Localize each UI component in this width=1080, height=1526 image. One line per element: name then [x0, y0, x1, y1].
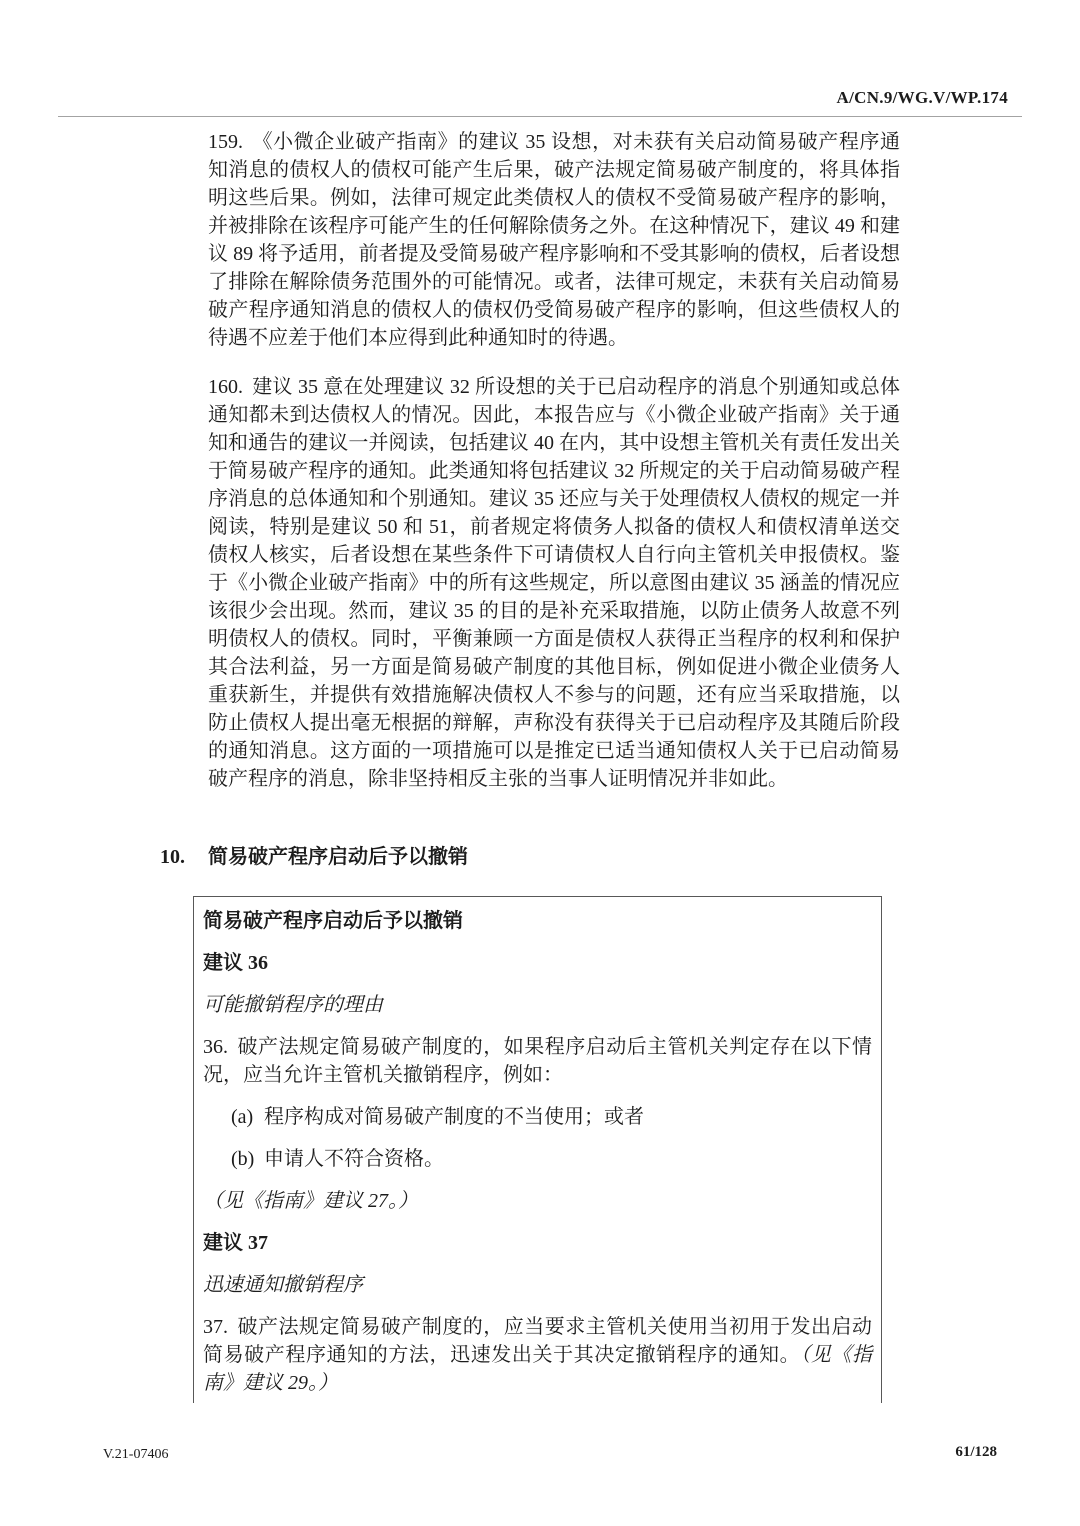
recommendation-36-item-a [231, 1103, 872, 1131]
recommendation-37-heading: 建议 37 [203, 1232, 268, 1254]
recommendation-36-reference: （见《指南》建议 27。） [203, 1190, 418, 1212]
item-text: 申请人不符合资格。 [264, 1148, 444, 1170]
paragraph-text: 建议 35 意在处理建议 32 所设想的关于已启动程序的消息个别通知或总体通知都未到达债权人的情况。因此，本报告应与《小微企业破产指南》关于通知和通告的建议一并阅读，包括建议 40 在内，其中设想主管机关有责任发出关于简易破产程序的通知。此类通知将包括建议 32 所规定的关于启动简易破产程序消息的总体通知和个别通知。建议 35 还应与关于处理债权人债权的规定一并阅读，特别是建议 50 和 51，前者规定将债务人拟备的债权人和债权清单送交债权人核实，后者设想在某些条件下可请债权人自行向主管机关申报债权。鉴于《小微企业破产指南》中的所有这些规定，所以意图由建议 35 涵盖的情况应该很少会出现。然而，建议 35 的目的是补充采取措施，以防止债务人故意不列明债权人的债权。同时，平衡兼顾一方面是债权人获得正当程序的权利和保护其合法利益，另一方面是简易破产制度的其他目标，例如促进小微企业债务人重获新生，并提供有效措施解决债权人不参与的问题，还有应当采取措施，以防止债权人提出毫无根据的辩解，声称没有获得关于已启动程序及其随后阶段的通知消息。这方面的一项措施可以是推定已适当通知债权人关于已启动简易破产程序的消息，除非坚持相反主张的当事人证明情况并非如此。 [208, 376, 900, 790]
recommendation-36-heading: 建议 36 [203, 952, 268, 974]
recommendation-36-paragraph [203, 1033, 872, 1089]
item-label: (b) [231, 1148, 255, 1170]
document-body [160, 128, 900, 1403]
job-number: V.21-07406 [103, 1447, 169, 1462]
paragraph-number: 37. [203, 1316, 228, 1338]
paragraph-text: 破产法规定简易破产制度的，应当要求主管机关使用当初用于发出启动简易破产程序通知的方法，迅速发出关于其决定撤销程序的通知。 [203, 1316, 872, 1366]
paragraph-number: 159. [208, 131, 243, 153]
paragraph-text: 《小微企业破产指南》的建议 35 设想，对未获有关启动简易破产程序通知消息的债权人的债权可能产生后果，破产法规定简易破产制度的，将具体指明这些后果。例如，法律可规定此类债权人的债权不受简易破产程序的影响，并被排除在该程序可能产生的任何解除债务之外。在这种情况下，建议 49 和建议 89 将予适用，前者提及受简易破产程序影响和不受其影响的债权，后者设想了排除在解除债务范围外的可能情况。或者，法律可规定，未获有关启动简易破产程序通知消息的债权人的债权仍受简易破产程序的影响，但这些债权人的待遇不应差于他们本应得到此种通知时的待遇。 [208, 131, 900, 349]
section-number: 10. [160, 846, 185, 868]
paragraph-text: 破产法规定简易破产制度的，如果程序启动后主管机关判定存在以下情况，应当允许主管机关撤销程序，例如： [203, 1036, 872, 1086]
recommendation-36-subtitle: 可能撤销程序的理由 [203, 994, 383, 1016]
item-label: (a) [231, 1106, 254, 1128]
document-symbol: A/CN.9/WG.V/WP.174 [836, 88, 1008, 107]
section-heading-10 [160, 843, 900, 871]
paragraph-number: 160. [208, 376, 243, 398]
page-number: 61/128 [955, 1444, 997, 1460]
paragraph-160 [208, 373, 900, 793]
recommendation-37-reference: （见《指南》建议 29。） [203, 1344, 872, 1394]
item-text: 程序构成对简易破产制度的不当使用；或者 [264, 1106, 644, 1128]
paragraph-159 [208, 128, 900, 352]
header-divider [58, 116, 1022, 117]
recommendation-36-item-b [231, 1145, 872, 1173]
recommendation-37-paragraph [203, 1313, 872, 1397]
section-title: 简易破产程序启动后予以撤销 [208, 846, 468, 868]
recommendations-box [193, 896, 882, 1403]
recommendation-37-subtitle: 迅速通知撤销程序 [203, 1274, 363, 1296]
box-title: 简易破产程序启动后予以撤销 [203, 910, 463, 932]
paragraph-number: 36. [203, 1036, 228, 1058]
